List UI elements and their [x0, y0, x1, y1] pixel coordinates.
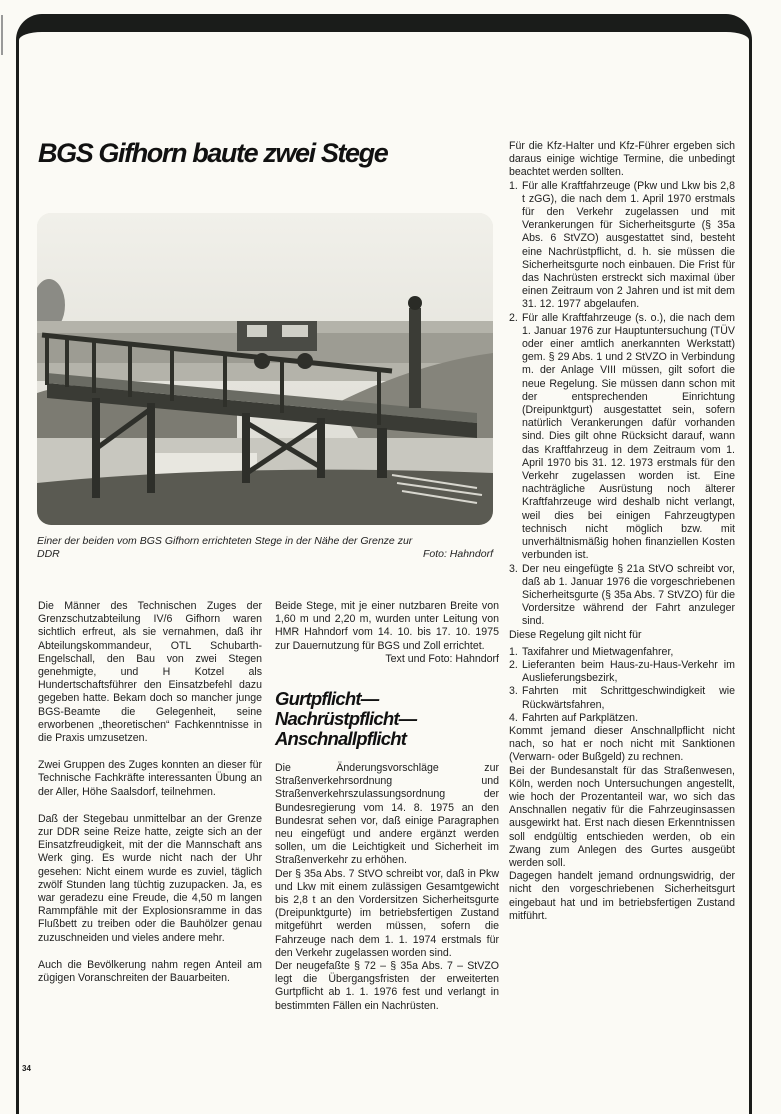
paragraph: Der § 35a Abs. 7 StVO schreibt vor, daß in Pkw und Lkw mit einem zulässigen Gesamtgewicht bis 2,8 t an den Vordersitzen Sicherheitsgurte (Dreipunktgurte) im betriebsfertigen Zustand mitgeführt werden müssen, sofern die Fahrzeuge nach dem 1. 1. 1974 erstmals für den Verkehr zugelassen worden sind.	[275, 867, 499, 959]
heading-line: Anschnallpflicht	[275, 728, 407, 750]
column-1	[38, 600, 262, 985]
paragraph: Die Männer des Technischen Zuges der Grenzschutzabteilung IV/6 Gifhorn waren sichtlich erfreut, als sie vernahmen, daß ihr Abteilungskommandeur, OTL Schubarth-Engelschall, den Bau von zwei Stegen genehmigte, und H Kotzel als Hundertschaftsführer den Einsatzbefehl dazu gegeben hatte. Bekam doch so mancher junge BGS-Beamte die Gelegenheit, seine erworbenen „theoretischen“ Fachkenntnisse in die Praxis umzusetzen.	[38, 600, 262, 745]
bridge-photo	[37, 213, 493, 525]
column-3	[509, 140, 735, 923]
paragraph: Zwei Gruppen des Zuges konnten an dieser für Technische Fachkräfte interessanten Übung an der Aller, Höhe Saalsdorf, teilnehmen.	[38, 759, 262, 798]
list-item: 2. Lieferanten beim Haus-zu-Haus-Verkehr im Auslieferungsbezirk,	[509, 658, 735, 685]
paragraph: Dagegen handelt jemand ordnungswidrig, der nicht den vorgeschriebenen Sicherheitsgurt eingebaut hat und im betriebsfertigen Zustand mitführt.	[509, 870, 735, 922]
paragraph: Die Änderungsvorschläge zur Straßenverkehrsordnung und Straßenverkehrszulassungsordnung der Bundesregierung vom 14. 8. 1975 an den Bundesrat sehen vor, daß einige Paragraphen neu eingefügt und andere ergänzt werden sollen, um die Leichtigkeit und Sicherheit im Straßenverkehr zu erhöhen.	[275, 762, 499, 867]
list-item: 1. Für alle Kraftfahrzeuge (Pkw und Lkw bis 2,8 t zGG), die nach dem 1. April 1970 erstmals für den Verkehr zugelassen und mit Verankerungen für Sicherheitsgurte (§ 35a Abs. 6 StVZO) ausgestattet sind, besteht eine Nachrüstpflicht, d. h. sie müssen die Sicherheitsgurte noch einbauen. Die Frist für das Nachrüsten erstreckt sich maximal über einen Zeitraum von 2 Jahren und ist mit dem 31. 12. 1977 abgelaufen.	[509, 179, 735, 311]
paragraph: Kommt jemand dieser Anschnallpflicht nicht nach, so hat er noch nicht mit Sanktionen (Verwarn- oder Bußgeld) zu rechnen.	[509, 724, 735, 764]
paragraph: Diese Regelung gilt nicht für	[509, 628, 642, 641]
section-heading	[275, 689, 499, 749]
article-title: BGS Gifhorn baute zwei Stege	[38, 138, 388, 168]
paragraph: Daß der Stegebau unmittelbar an der Grenze zur DDR seine Reize hatte, zeigte sich an der Einsatzfreudigkeit, mit der die Mannschaft ans Werk ging. Es wurde nicht nach der Uhr gesehen: Nicht einem wurde es zuviel, täglich zwölf Stunden lang tüchtig zuzupacken. Ja, es war geradezu eine Freude, die 4,50 m langen Rammpfähle mit der Explosionsramme in das Flußbett zu treiben oder die Bauhölzer genau zuzuschneiden und vieles andere mehr.	[38, 812, 262, 944]
list-item: 4. Fahrten auf Parkplätzen.	[509, 711, 639, 724]
text-credit: Text und Foto: Hahndorf	[385, 652, 499, 665]
list-item: 2. Für alle Kraftfahrzeuge (s. o.), die nach dem 1. Januar 1976 zur Hauptuntersuchung (TÜV oder einer amtlich anerkannten Werkstatt) gem. § 29 Abs. 1 und 2 StVZO in Verbindung m. der Anlage VIII müssen, gilt sofort die neue Regelung. Sie müssen dann schon mit der entsprechenden Einrichtung (Dreipunktgurt) ausgestattet sein, sofern natürlich Verankerungen dafür vorhanden sind. Dies gilt ohne Rücksicht darauf, wann das Kraftfahrzeug in dem Zeitraum vom 1. April 1970 bis 31. 12. 1973 erstmals für den Verkehr zugelassen worden ist. Eine nachträgliche Ausrüstung noch älterer Kraftfahrzeuge wird deshalb nicht verlangt, weil dies bei einigen Fahrzeugtypen technisch nicht möglich bzw. mit unverhältnismäßig hohen finanziellen Kosten verbunden ist.	[509, 311, 735, 562]
paragraph: Für die Kfz-Halter und Kfz-Führer ergeben sich daraus einige wichtige Termine, die unbedingt beachtet werden sollten.	[509, 140, 735, 179]
paragraph: Bei der Bundesanstalt für das Straßenwesen, Köln, werden noch Untersuchungen angestellt, wie hoch der Prozentanteil war, wo sich das Anschnallen negativ für die Fahrzeuginsassen ausgewirkt hat. Erst nach diesen Erkenntnissen soll endgültig entschieden werden, ob ein Zwang zum Anlegen des Gurtes ausgeübt werden soll.	[509, 764, 735, 869]
heading-line: Nachrüstpflicht—	[275, 708, 417, 730]
photo-credit: Foto: Hahndorf	[422, 548, 493, 560]
deadline-list	[509, 180, 735, 629]
list-item: 3. Fahrten mit Schrittgeschwindigkeit wie Rückwärtsfahren,	[509, 685, 735, 711]
caption-text: Einer der beiden vom BGS Gifhorn errichteten Stege in der Nähe der Grenze zur	[37, 535, 413, 547]
heading-line: Gurtpflicht—	[275, 688, 379, 710]
paragraph: Beide Stege, mit je einer nutzbaren Breite von 1,60 m und 2,20 m, wurden unter Leitung von HMR Hahndorf vom 14. 10. bis 17. 10. 1975 zur Dauernutzung für BGS und Zoll errichtet.	[275, 600, 499, 652]
list-item: 1. Taxifahrer und Mietwagenfahrer,	[509, 645, 674, 658]
paragraph: Der neugefaßte § 72 – § 35a Abs. 7 – StVZO legt die Übergangsfristen der erweiterten Gurtpflicht ab 1. 1. 1976 fest und verlangt in bestimmten Fällen ein Nachrüsten.	[275, 960, 499, 1012]
scan-edge-mark	[1, 15, 3, 55]
list-item: 3. Der neu eingefügte § 21a StVO schreibt vor, daß ab 1. Januar 1976 die vorgeschriebenen Sicherheitsgurte (§ 35a Abs. 7 StVZO) für die Vordersitze während der Fahrt anzuleger sind.	[509, 562, 735, 628]
column-2	[275, 600, 499, 1013]
photo-caption	[37, 535, 493, 561]
exceptions-list	[509, 646, 735, 725]
paragraph: Auch die Bevölkerung nahm regen Anteil am zügigen Voranschreiten der Bauarbeiten.	[38, 958, 262, 985]
caption-text-end: DDR	[37, 548, 60, 560]
page-number: 34	[22, 1064, 31, 1073]
